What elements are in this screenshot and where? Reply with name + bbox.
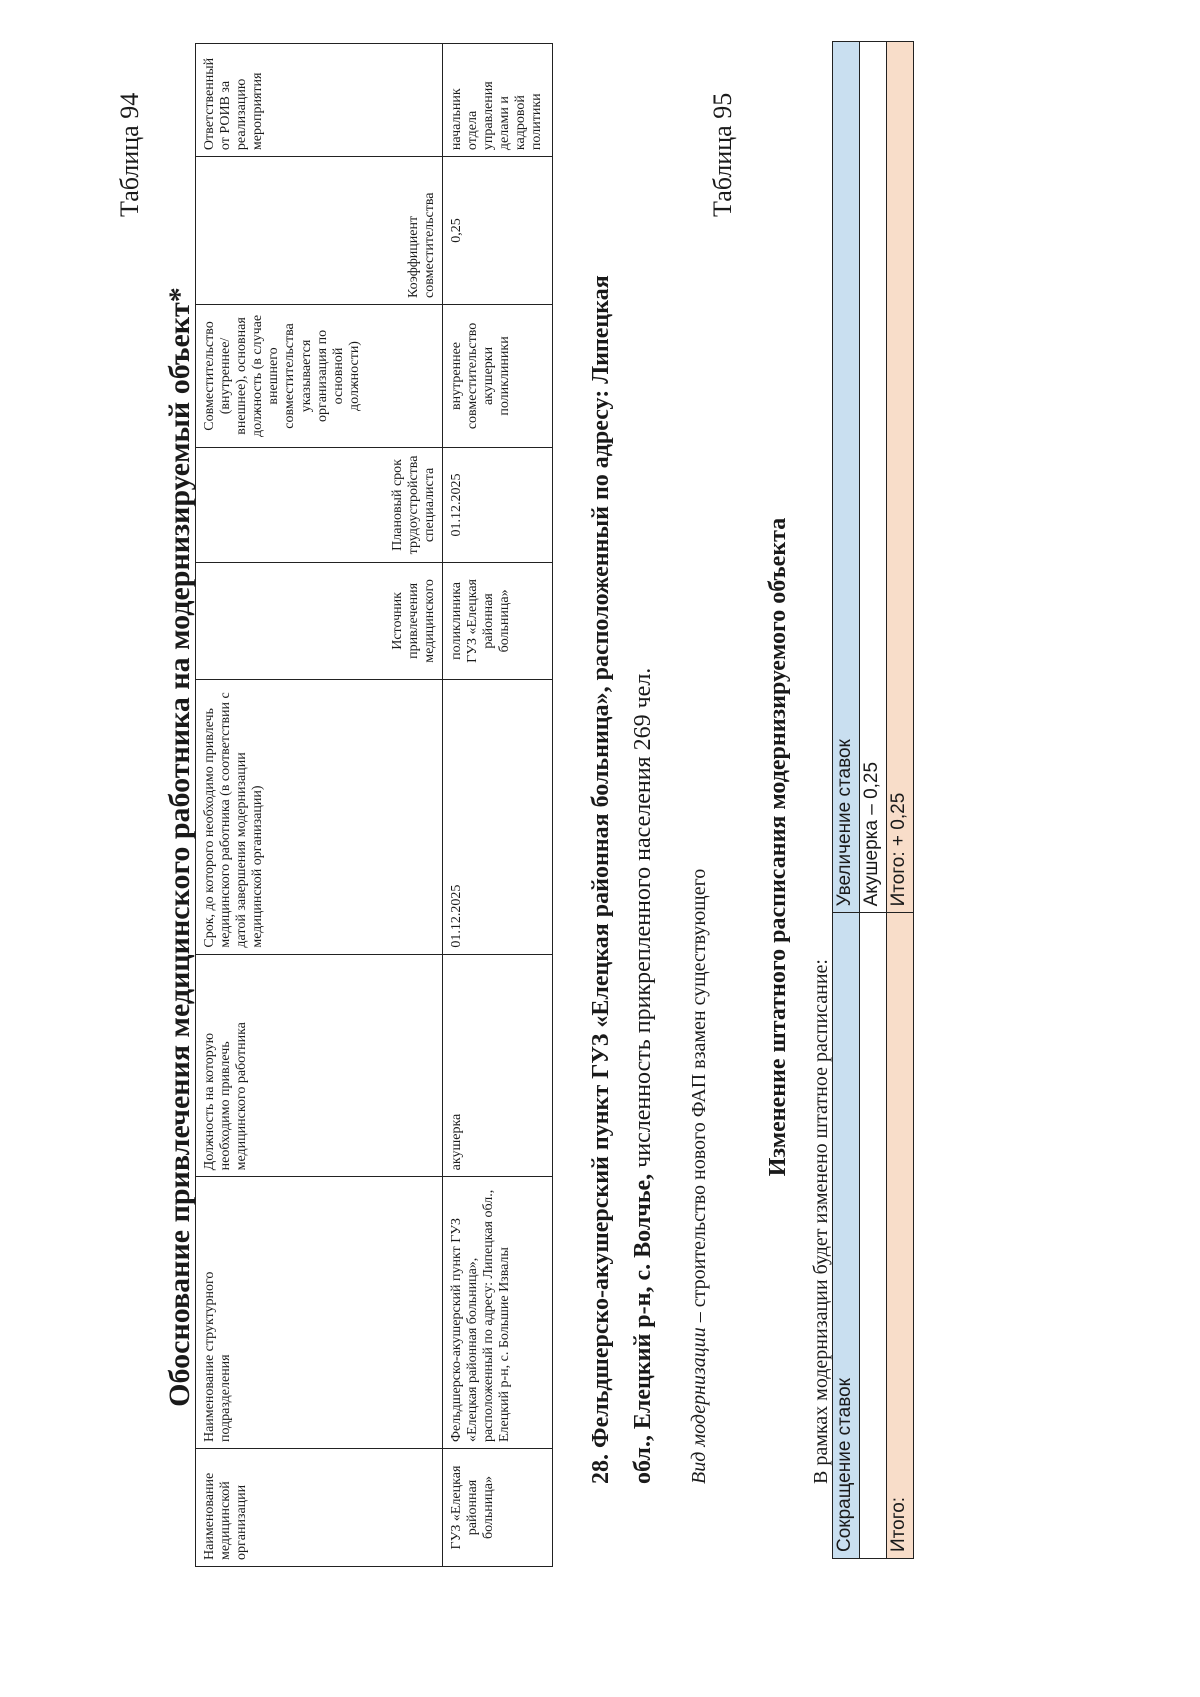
cell-total-increase: Итого: + 0,25 xyxy=(887,42,914,913)
header-position: Должность на которую необходимо привлечь медицинского работника xyxy=(196,954,443,1177)
modernization-type-text: – строительство нового ФАП взамен существующего xyxy=(688,868,710,1328)
header-reduction: Сокращение ставок xyxy=(833,913,860,1559)
header-source: Источник привлечения медицинского xyxy=(196,562,443,679)
cell-responsible: начальник отдела управления делами и кадровой политики xyxy=(443,44,553,157)
section-28-heading: 28. Фельдшерско-акушерский пункт ГУЗ «Елецкая районная больница», расположенный по адресу: Липецкая xyxy=(588,275,614,1484)
header-org-name: Наименование медицинской организации xyxy=(196,1449,443,1567)
section-28-location: обл., Елецкий р-н, с. Волчье, xyxy=(630,1173,656,1484)
table-row xyxy=(860,42,887,1559)
table94-title: Обоснование привлечения медицинского работника на модернизируемый объект* xyxy=(163,287,196,1407)
header-unit-name: Наименование структурного подразделения xyxy=(196,1177,443,1449)
cell-increase-item: Акушерка – 0,25 xyxy=(860,42,887,913)
header-responsible: Ответственный от РОИВ за реализацию мероприятия xyxy=(196,44,443,157)
cell-total-reduction: Итого: xyxy=(887,913,914,1559)
staffing-intro: В рамках модернизации будет изменено штатное расписание: xyxy=(810,959,832,1484)
cell-coefficient: 0,25 xyxy=(443,157,553,305)
table94-label: Таблица 94 xyxy=(115,92,144,217)
table-row xyxy=(833,42,860,1559)
table-row xyxy=(887,42,914,1559)
cell-source: поликлиника ГУЗ «Елецкая районная больница» xyxy=(443,562,553,679)
cell-unit-name: Фельдшерско-акушерский пункт ГУЗ «Елецкая районная больница», расположенный по адресу: Липецкая обл., Елецкий р-н, с. Большие Извалы xyxy=(443,1177,553,1449)
table-header-row xyxy=(196,44,443,1567)
section-28-subheading xyxy=(630,668,657,1484)
cell-org-name: ГУЗ «Елецкая районная больница» xyxy=(443,1449,553,1567)
cell-position: акушерка xyxy=(443,954,553,1177)
cell-combination: внутреннее совместительство акушерки поликлиники xyxy=(443,305,553,448)
header-coefficient: Коэффициент совместительства xyxy=(196,157,443,305)
header-planned-date: Плановый срок трудоустройства специалиста xyxy=(196,447,443,562)
modernization-type-label: Вид модернизации xyxy=(688,1327,710,1484)
header-increase: Увеличение ставок xyxy=(833,42,860,913)
header-combination: Совместительство (внутреннее/внешнее), основная должность (в случае внешнего совместительства указывается организация по основной должности) xyxy=(196,305,443,448)
table95-label: Таблица 95 xyxy=(708,92,737,217)
table95-title: Изменение штатного расписания модернизируемого объекта xyxy=(765,517,791,1177)
header-deadline: Срок, до которого необходимо привлечь медицинского работника (в соответствии с датой завершения модернизации медицинской организации) xyxy=(196,679,443,954)
cell-planned-date: 01.12.2025 xyxy=(443,447,553,562)
staffing-change-table xyxy=(832,41,914,1559)
modernization-type xyxy=(688,869,711,1484)
staffing-justification-table xyxy=(195,43,553,1567)
section-28-population: численность прикрепленного населения 269 чел. xyxy=(630,667,656,1174)
table-row xyxy=(443,44,553,1567)
cell-reduction-empty xyxy=(860,913,887,1559)
cell-deadline: 01.12.2025 xyxy=(443,679,553,954)
